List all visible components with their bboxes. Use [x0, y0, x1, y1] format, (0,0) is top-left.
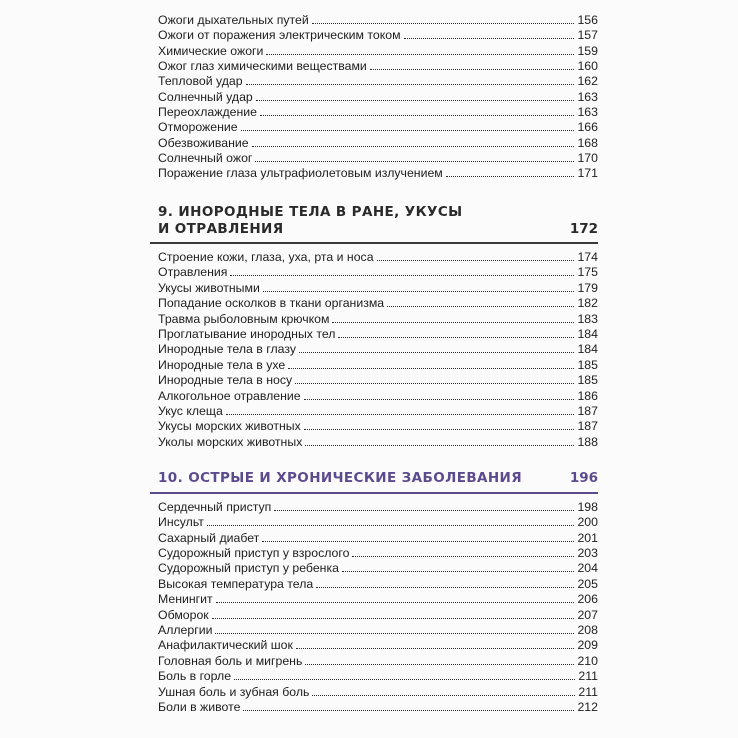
entry-title: Алкогольное отравление — [158, 389, 301, 403]
entry-title: Травма рыболовным крючком — [158, 312, 330, 326]
toc-entry[interactable] — [158, 357, 598, 372]
entry-page: 205 — [577, 577, 598, 591]
dot-leader — [312, 695, 575, 696]
toc-entry[interactable] — [158, 58, 598, 73]
toc-entry[interactable] — [158, 434, 598, 449]
entry-title: Солнечный ожог — [158, 151, 253, 165]
toc-entry[interactable] — [158, 264, 598, 279]
entry-page: 207 — [577, 608, 598, 622]
entry-page: 204 — [577, 561, 598, 575]
dot-leader — [387, 306, 574, 307]
entry-title: Укусы животными — [158, 281, 260, 295]
chapter-heading-line: 9. ИНОРОДНЫЕ ТЕЛА В РАНЕ, УКУСЫ — [158, 204, 463, 220]
toc-entry[interactable] — [158, 150, 598, 165]
entry-page: 201 — [577, 531, 598, 545]
entry-title: Судорожный приступ у ребенка — [158, 561, 339, 575]
entry-page: 212 — [577, 700, 598, 714]
entry-title: Ожоги дыхательных путей — [158, 13, 309, 27]
entry-title: Попадание осколков в ткани организма — [158, 296, 385, 310]
entry-title: Химические ожоги — [158, 44, 264, 58]
entry-title: Анафилактический шок — [158, 638, 293, 652]
dot-leader — [230, 275, 574, 276]
toc-entry[interactable] — [158, 668, 598, 683]
dot-leader — [316, 587, 574, 588]
toc-entry[interactable] — [158, 684, 598, 699]
toc-entry[interactable] — [158, 326, 598, 341]
toc-entry[interactable] — [158, 135, 598, 150]
toc-entry[interactable] — [158, 341, 598, 356]
entry-page: 186 — [577, 389, 598, 403]
chapter-page-9: 172 — [569, 221, 598, 237]
toc-entry[interactable] — [158, 249, 598, 264]
toc-entry[interactable] — [158, 530, 598, 545]
dot-leader — [304, 429, 575, 430]
toc-entry[interactable] — [158, 280, 598, 295]
toc-entry[interactable] — [158, 388, 598, 403]
entry-title: Инородные тела в глазу — [158, 342, 296, 356]
toc-entry[interactable] — [158, 12, 598, 27]
entry-page: 166 — [577, 120, 598, 134]
entry-title: Боль в горле — [158, 669, 232, 683]
dot-leader — [288, 368, 574, 369]
entry-page: 185 — [577, 373, 598, 387]
entry-title: Солнечный удар — [158, 90, 253, 104]
dot-leader — [246, 84, 575, 85]
dot-leader — [252, 146, 575, 147]
dot-leader — [342, 571, 575, 572]
entry-title: Тепловой удар — [158, 74, 243, 88]
toc-entry[interactable] — [158, 699, 598, 714]
toc-entry[interactable] — [158, 119, 598, 134]
entry-title: Проглатывание инородных тел — [158, 327, 336, 341]
entry-title: Отморожение — [158, 120, 238, 134]
entry-page: 175 — [577, 265, 598, 279]
entry-page: 185 — [577, 358, 598, 372]
entry-page: 157 — [577, 28, 598, 42]
entry-page: 162 — [577, 74, 598, 88]
entry-title: Инородные тела в ухе — [158, 358, 286, 372]
dot-leader — [255, 161, 574, 162]
dot-leader — [299, 352, 574, 353]
dot-leader — [234, 679, 575, 680]
entry-title: Головная боль и мигрень — [158, 654, 303, 668]
dot-leader — [404, 38, 575, 39]
entry-title: Уколы морских животных — [158, 435, 303, 449]
dot-leader — [226, 414, 575, 415]
toc-entry[interactable] — [158, 43, 598, 58]
dot-leader — [241, 130, 575, 131]
entry-title: Менингит — [158, 592, 213, 606]
chapter-heading-line: И ОТРАВЛЕНИЯ — [158, 221, 284, 237]
entry-page: 184 — [577, 342, 598, 356]
entry-title: Укус клеща — [158, 404, 223, 418]
toc-entry[interactable] — [158, 73, 598, 88]
dot-leader — [312, 23, 575, 24]
dot-leader — [216, 602, 575, 603]
entry-page: 211 — [578, 669, 598, 683]
toc-entry[interactable] — [158, 311, 598, 326]
dot-leader — [296, 648, 575, 649]
entry-page: 156 — [577, 13, 598, 27]
entry-page: 168 — [577, 136, 598, 150]
entry-page: 187 — [577, 404, 598, 418]
dot-leader — [377, 260, 575, 261]
dot-leader — [332, 322, 574, 323]
entry-title: Инородные тела в носу — [158, 373, 293, 387]
entry-title: Сердечный приступ — [158, 500, 272, 514]
toc-entry[interactable] — [158, 403, 598, 418]
dot-leader — [338, 337, 574, 338]
toc-entry[interactable] — [158, 104, 598, 119]
entry-page: 163 — [577, 90, 598, 104]
toc-entry[interactable] — [158, 653, 598, 668]
dot-leader — [212, 618, 575, 619]
entry-page: 208 — [577, 623, 598, 637]
entry-title: Обморок — [158, 608, 209, 622]
entry-title: Отравления — [158, 265, 228, 279]
entry-page: 184 — [577, 327, 598, 341]
toc-entry[interactable] — [158, 607, 598, 622]
toc-entry[interactable] — [158, 622, 598, 637]
toc-entry[interactable] — [158, 576, 598, 591]
toc-entry[interactable] — [158, 545, 598, 560]
entry-page: 206 — [577, 592, 598, 606]
dot-leader — [370, 69, 575, 70]
chapter-heading-9[interactable] — [158, 204, 578, 238]
chapter-divider — [150, 492, 598, 494]
toc-entry[interactable] — [158, 637, 598, 652]
toc-entry[interactable] — [158, 560, 598, 575]
entry-page: 203 — [577, 546, 598, 560]
toc-entry[interactable] — [158, 499, 598, 514]
dot-leader — [243, 710, 574, 711]
entry-title: Ожоги от поражения электрическим током — [158, 28, 401, 42]
chapter-page-10: 196 — [569, 470, 598, 486]
entry-title: Инсульт — [158, 515, 204, 529]
chapter-heading-10[interactable] — [158, 470, 538, 487]
entry-page: 171 — [577, 166, 598, 180]
entry-page: 159 — [577, 44, 598, 58]
dot-leader — [446, 176, 575, 177]
entry-title: Ожог глаз химическими веществами — [158, 59, 367, 73]
entry-title: Аллергии — [158, 623, 213, 637]
entry-page: 209 — [577, 638, 598, 652]
entry-page: 182 — [577, 296, 598, 310]
entry-title: Укусы морских животных — [158, 419, 301, 433]
toc-entry[interactable] — [158, 418, 598, 433]
entry-page: 163 — [577, 105, 598, 119]
entry-page: 200 — [577, 515, 598, 529]
chapter-divider — [150, 242, 598, 244]
entry-page: 198 — [577, 500, 598, 514]
entry-title: Высокая температура тела — [158, 577, 314, 591]
entry-page: 174 — [577, 250, 598, 264]
entry-page: 160 — [577, 59, 598, 73]
dot-leader — [263, 291, 575, 292]
dot-leader — [305, 445, 574, 446]
dot-leader — [260, 115, 575, 116]
dot-leader — [207, 525, 575, 526]
toc-entry[interactable] — [158, 27, 598, 42]
toc-entry[interactable] — [158, 372, 598, 387]
dot-leader — [215, 633, 574, 634]
entry-title: Судорожный приступ у взрослого — [158, 546, 350, 560]
dot-leader — [352, 556, 574, 557]
entry-page: 170 — [577, 151, 598, 165]
entry-page: 179 — [577, 281, 598, 295]
entry-title: Строение кожи, глаза, уха, рта и носа — [158, 250, 374, 264]
chapter-heading-line: 10. ОСТРЫЕ И ХРОНИЧЕСКИЕ ЗАБОЛЕВАНИЯ — [158, 470, 523, 486]
entry-page: 211 — [578, 685, 598, 699]
entry-page: 183 — [577, 312, 598, 326]
dot-leader — [256, 100, 575, 101]
dot-leader — [304, 399, 575, 400]
dot-leader — [262, 541, 574, 542]
dot-leader — [266, 54, 574, 55]
toc-entry[interactable] — [158, 165, 598, 180]
entry-title: Поражение глаза ультрафиолетовым излучением — [158, 166, 443, 180]
toc-entry[interactable] — [158, 591, 598, 606]
entry-page: 188 — [577, 435, 598, 449]
entry-page: 187 — [577, 419, 598, 433]
entry-title: Сахарный диабет — [158, 531, 260, 545]
dot-leader — [295, 383, 574, 384]
toc-entry[interactable] — [158, 295, 598, 310]
dot-leader — [305, 664, 574, 665]
entry-title: Ушная боль и зубная боль — [158, 685, 310, 699]
toc-entry[interactable] — [158, 514, 598, 529]
toc-entry[interactable] — [158, 89, 598, 104]
dot-leader — [274, 510, 574, 511]
entry-page: 210 — [577, 654, 598, 668]
entry-title: Переохлаждение — [158, 105, 257, 119]
entry-title: Боли в животе — [158, 700, 241, 714]
entry-title: Обезвоживание — [158, 136, 249, 150]
